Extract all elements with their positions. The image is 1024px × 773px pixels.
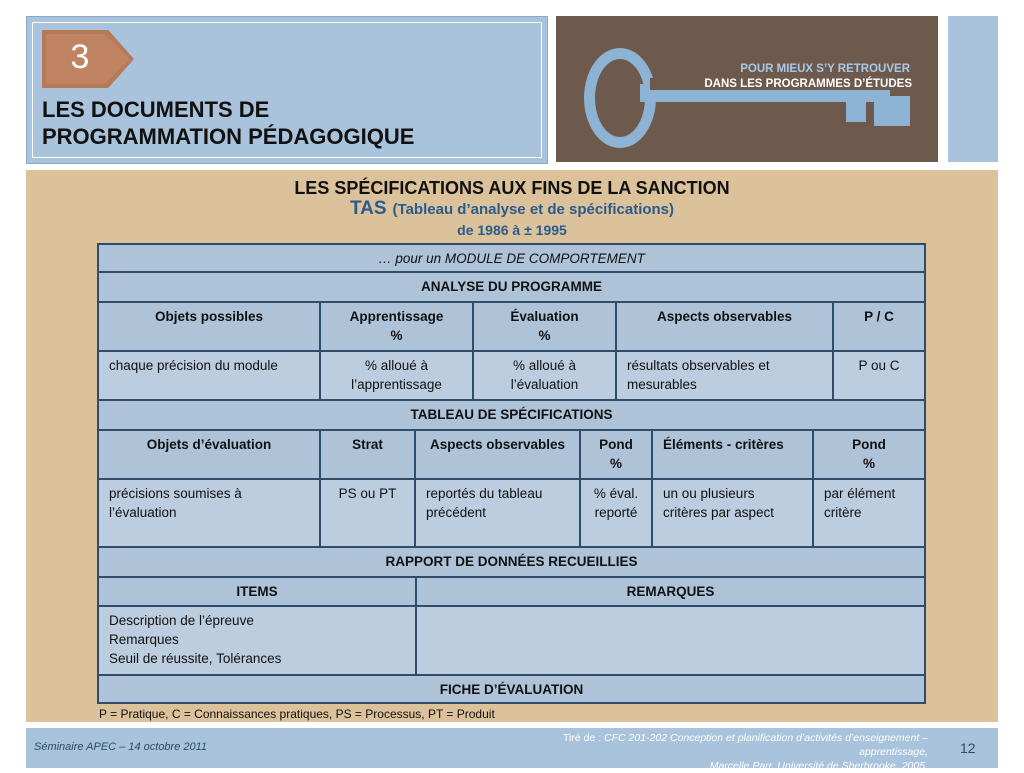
table-cell: précisions soumises à l’évaluation (99, 480, 321, 546)
key-caption-line1: POUR MIEUX S’Y RETROUVER (740, 63, 910, 75)
table-cell: % alloué à l’apprentissage (321, 352, 474, 399)
col-header: Strat (321, 431, 416, 478)
col-header: Objets possibles (99, 303, 321, 350)
col-header: Pond % (581, 431, 653, 478)
slide-title (42, 96, 522, 150)
source-line2: Marcelle Parr, Université de Sherbrooke, 2005. (709, 760, 928, 772)
list-item: Seuil de réussite, Tolérances (109, 651, 282, 666)
col-header: Apprentissage % (321, 303, 474, 350)
section-header-specifications: TABLEAU DE SPÉCIFICATIONS (99, 401, 924, 429)
page-number: 12 (960, 740, 976, 756)
key-tooth (874, 96, 910, 126)
table-cell: par élément critère (814, 480, 924, 546)
source-line1: CFC 201-202 Conception et planification d’activités d’enseignement – apprentissage, (604, 732, 928, 758)
source-label: Tiré de : (563, 732, 602, 744)
key-tooth (846, 96, 866, 122)
slide-title-line2: PROGRAMMATION PÉDAGOGIQUE (42, 124, 415, 149)
table-cell: PS ou PT (321, 480, 416, 546)
table-row (97, 607, 926, 676)
table-cell: reportés du tableau précédent (416, 480, 581, 546)
tas-label: TAS (349, 198, 387, 219)
table-row (97, 578, 926, 607)
col-header: ITEMS (99, 578, 417, 605)
section-number: 3 (70, 38, 90, 76)
remarques-cell (417, 607, 924, 674)
tas-description: (Tableau d’analyse et de spécifications) (392, 201, 675, 218)
table-cell: % alloué à l’évaluation (474, 352, 617, 399)
side-strip (948, 16, 998, 162)
col-header: Pond % (814, 431, 924, 478)
period-label: de 1986 à ± 1995 (457, 222, 567, 238)
col-header: Aspects observables (617, 303, 834, 350)
col-header: Évaluation % (474, 303, 617, 350)
section-header-analyse: ANALYSE DU PROGRAMME (99, 273, 924, 301)
section-header-fiche: FICHE D’ÉVALUATION (99, 676, 924, 702)
table-row (97, 676, 926, 704)
list-item: Remarques (109, 632, 179, 647)
col-header: Éléments - critères (653, 431, 814, 478)
legend-note: P = Pratique, C = Connaissances pratiques, PS = Processus, PT = Produit (99, 707, 495, 721)
col-header: Objets d’évaluation (99, 431, 321, 478)
subheading (0, 198, 1024, 220)
section-header-rapport: RAPPORT DE DONNÉES RECUEILLIES (99, 548, 924, 576)
footer-event: Séminaire APEC – 14 octobre 2011 (34, 741, 208, 753)
table-row (97, 548, 926, 578)
table-cell: un ou plusieurs critères par aspect (653, 480, 814, 546)
specifications-table (97, 243, 926, 704)
table-row (97, 480, 926, 548)
list-item: Description de l’épreuve (109, 613, 254, 628)
table-cell: résultats observables et mesurables (617, 352, 834, 399)
module-row: … pour un MODULE DE COMPORTEMENT (99, 245, 924, 271)
table-cell: chaque précision du module (99, 352, 321, 399)
col-header: P / C (834, 303, 924, 350)
slide-title-line1: LES DOCUMENTS DE (42, 97, 270, 122)
table-cell: % éval. reporté (581, 480, 653, 546)
table-row (97, 243, 926, 273)
col-header: REMARQUES (417, 578, 924, 605)
table-row (97, 401, 926, 431)
table-cell: P ou C (834, 352, 924, 399)
items-cell (99, 607, 417, 674)
table-row (97, 352, 926, 401)
table-row (97, 273, 926, 303)
main-heading: LES SPÉCIFICATIONS AUX FINS DE LA SANCTION (294, 178, 730, 198)
table-row (97, 303, 926, 352)
key-caption-line2: DANS LES PROGRAMMES D’ÉTUDES (650, 78, 912, 90)
col-header: Aspects observables (416, 431, 581, 478)
table-row (97, 431, 926, 480)
footer-source (560, 731, 928, 773)
